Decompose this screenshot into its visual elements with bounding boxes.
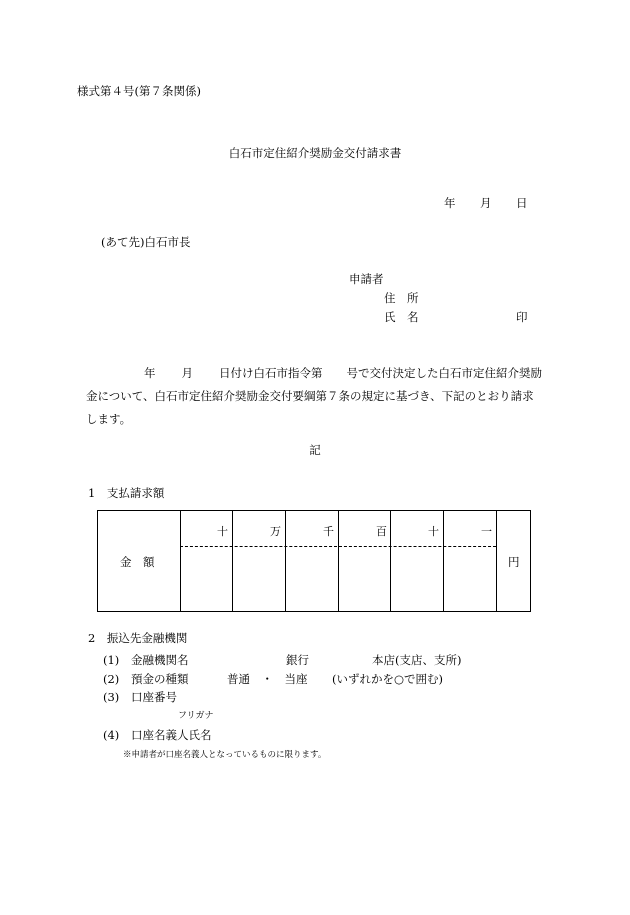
item2-note: (いずれかを○で囲む) [332,672,444,686]
item2-num: (2) [103,672,120,686]
furigana-label: フリガナ [178,711,214,721]
address-label: 住 所 [384,291,419,305]
item1-label: 金融機関名 [131,653,189,667]
amount-divider [180,546,496,547]
item4-num: (4) [103,728,120,742]
ki-mark: 記 [309,443,321,457]
section1-heading: 1 支払請求額 [88,486,165,500]
date-year: 年 [444,196,456,210]
page-title: 白石市定住紹介奨励金交付請求書 [228,146,402,160]
item3-num: (3) [103,690,120,704]
body-number-mid: 号で交付決定した白石市定住紹介奨励 [346,366,542,380]
body-line-2: 金について、白石市定住紹介奨励金交付要綱第７条の規定に基づき、下記のとおり請求 [86,389,534,403]
date-day: 日 [516,196,528,210]
item2-type: 普通 ・ 当座 [227,672,308,686]
item4-label: 口座名義人氏名 [131,728,212,742]
item2-label: 預金の種類 [131,672,189,686]
unit-ju: 十 [428,525,439,538]
name-label: 氏 名 [384,310,419,324]
section2-heading: 2 振込先金融機関 [88,631,188,645]
item1-branch: 本店(支店、支所) [372,653,462,667]
body-paragraph [86,362,552,431]
body-year: 年 [144,366,156,380]
body-line-3: します。 [86,412,132,426]
unit-man: 万 [270,525,281,538]
item1-bank: 銀行 [286,653,309,667]
body-line-1 [86,362,552,385]
unit-sen: 千 [323,525,334,538]
item3-label: 口座番号 [131,690,177,704]
amount-label: 金 額 [120,555,155,569]
amount-table [97,510,531,612]
unit-juman: 十 [217,525,228,538]
applicant-label: 申請者 [349,272,384,286]
item1-num: (1) [103,653,120,667]
unit-ichi: 一 [481,525,492,538]
account-note: ※申請者が口座名義人となっているものに限ります。 [123,750,327,760]
body-date-ref: 日付け白石市指令第 [219,366,323,380]
unit-hyaku: 百 [376,525,387,538]
form-number: 様式第４号(第７条関係) [77,84,201,98]
addressee: (あて先)白石市長 [101,235,191,249]
body-month: 月 [181,366,193,380]
date-month: 月 [480,196,492,210]
yen-label: 円 [508,555,520,569]
seal-mark: 印 [516,310,528,324]
